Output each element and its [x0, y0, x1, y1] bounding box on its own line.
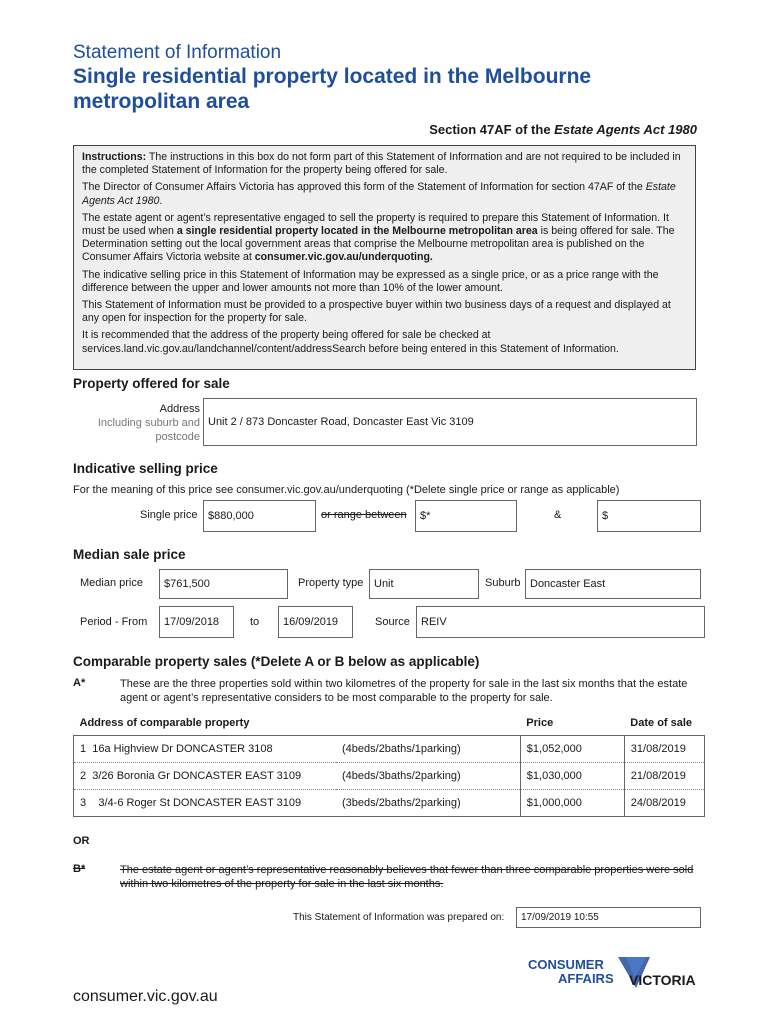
address-field[interactable]: Unit 2 / 873 Doncaster Road, Doncaster East Vic 3109 — [203, 398, 697, 446]
comp-price: $1,052,000 — [520, 736, 624, 763]
instructions-p3-bold: a single residential property located in the Melbourne metropolitan area — [176, 225, 538, 238]
property-heading: Property offered for sale — [73, 376, 230, 391]
section-reference — [429, 122, 697, 137]
median-price-field[interactable]: $761,500 — [159, 569, 288, 599]
comp-address — [74, 736, 337, 763]
logo-graphic — [526, 954, 706, 994]
page-title: Single residential property located in the Melbourne metropolitan area — [73, 65, 592, 113]
period-to-field[interactable]: 16/09/2019 — [278, 606, 353, 638]
address-label-line3: postcode — [155, 431, 200, 443]
comp-num: 2 — [80, 770, 87, 782]
logo-line2: AFFAIRS — [558, 971, 614, 986]
range-low-field[interactable]: $* — [415, 500, 517, 532]
instructions-p2-end: . — [159, 194, 163, 207]
comp-address — [74, 763, 337, 790]
comp-price: $1,030,000 — [520, 763, 624, 790]
comp-details: (3beds/2baths/2parking) — [336, 790, 520, 817]
source-label: Source — [375, 616, 410, 628]
address-label-line2: Including suburb and — [97, 417, 200, 429]
logo-line3: VICTORIA — [629, 972, 696, 988]
comp-address-text: 16a Highview Dr DONCASTER 3108 — [92, 743, 273, 755]
comp-num: 1 — [80, 743, 87, 755]
comp-details: (4beds/3baths/2parking) — [336, 763, 520, 790]
indicative-heading: Indicative selling price — [73, 461, 218, 476]
address-label-line1: Address — [159, 403, 200, 415]
instructions-p3b: is being offered for sale. The Determination setting out the local government areas that comprise the Melbourne metropolitan area is published on the Consumer Affairs Victoria website at — [82, 225, 675, 264]
period-from-field[interactable]: 17/09/2018 — [159, 606, 234, 638]
instructions-p4: The indicative selling price in this Statement of Information may be expressed as a single price, or as a price range with the difference between the upper and lower amounts not more than 10% of the lower amount. — [82, 268, 659, 294]
instructions-p1: The instructions in this box do not form part of this Statement of Information and are not required to be included in the completed Statement of Information for the property being offered for sale. — [82, 151, 681, 177]
column-date: Date of sale — [624, 717, 704, 736]
comp-address — [74, 790, 337, 817]
option-a-text: These are the three properties sold within two kilometres of the property for sale in the last six months that the estate agent or agent’s representative considers to be most comparable to the property for sale. — [120, 678, 688, 704]
prepared-date-field[interactable]: 17/09/2019 10:55 — [516, 907, 701, 928]
option-b-text: The estate agent or agent’s representative reasonably believes that fewer than three comparable properties were sold within two kilometres of the property for sale in the last six months. — [120, 864, 694, 890]
instructions-box — [73, 145, 696, 370]
table-header-row — [74, 717, 705, 736]
option-a-label: A* — [73, 677, 86, 689]
option-b-label: B* — [73, 863, 86, 875]
single-price-label: Single price — [140, 509, 198, 521]
indicative-note: For the meaning of this price see consumer.vic.gov.au/underquoting (*Delete single price or range as applicable) — [73, 484, 620, 496]
suburb-field[interactable]: Doncaster East — [525, 569, 701, 599]
comp-num: 3 — [80, 797, 87, 809]
table-row[interactable] — [74, 763, 705, 790]
period-to-label: to — [250, 616, 260, 628]
column-price: Price — [520, 717, 624, 736]
or-label: OR — [73, 835, 90, 847]
comp-address-text: 3/4-6 Roger St DONCASTER EAST 3109 — [98, 797, 302, 809]
prepared-label: This Statement of Information was prepared on: — [293, 912, 505, 923]
comparable-table — [73, 717, 705, 817]
section-prefix: Section 47AF of the — [429, 122, 555, 137]
property-type-label: Property type — [298, 577, 364, 589]
comp-address-text: 3/26 Boronia Gr DONCASTER EAST 3109 — [92, 770, 302, 782]
instructions-p6: It is recommended that the address of the property being offered for sale be checked at services.land.vic.gov.au/landchannel/content/addressSearch before being entered in this Statement of Information. — [82, 329, 619, 355]
suburb-label: Suburb — [485, 577, 521, 589]
address-label — [98, 402, 200, 444]
range-high-field[interactable]: $ — [597, 500, 701, 532]
logo-line1: CONSUMER — [528, 957, 604, 972]
median-heading: Median sale price — [73, 547, 186, 562]
instructions-p2: The Director of Consumer Affairs Victoria has approved this form of the Statement of Information for section 47AF of the — [82, 181, 646, 194]
table-row[interactable] — [74, 790, 705, 817]
section-act: Estate Agents Act 1980 — [554, 122, 697, 137]
footer-url[interactable]: consumer.vic.gov.au — [73, 988, 218, 1005]
comp-date: 31/08/2019 — [624, 736, 704, 763]
period-from-label: Period - From — [80, 616, 148, 628]
document-type: Statement of Information — [73, 42, 282, 63]
instructions-p3a: The estate agent or agent’s representative engaged to sell the property is required to prepare this Statement of Information. It must be used when — [82, 211, 669, 238]
table-row[interactable] — [74, 736, 705, 763]
single-price-field[interactable]: $880,000 — [203, 500, 316, 532]
range-label: or range between — [321, 509, 407, 521]
underquoting-link[interactable]: consumer.vic.gov.au/underquoting. — [254, 251, 433, 264]
comp-date: 21/08/2019 — [624, 763, 704, 790]
source-field[interactable]: REIV — [416, 606, 705, 638]
comp-date: 24/08/2019 — [624, 790, 704, 817]
instructions-p5: This Statement of Information must be provided to a prospective buyer within two business days of a request and displayed at any open for inspection for the property for sale. — [82, 299, 671, 325]
instructions-label: Instructions: — [82, 151, 147, 163]
comp-price: $1,000,000 — [520, 790, 624, 817]
consumer-affairs-victoria-logo — [526, 954, 706, 994]
median-price-label: Median price — [80, 577, 143, 589]
property-type-field[interactable]: Unit — [369, 569, 479, 599]
column-address: Address of comparable property — [74, 717, 521, 736]
range-ampersand: & — [554, 509, 562, 521]
comp-details: (4beds/2baths/1parking) — [336, 736, 520, 763]
instructions-p2-act: Estate Agents Act 1980 — [82, 181, 676, 207]
comparable-heading: Comparable property sales (*Delete A or B below as applicable) — [73, 654, 480, 669]
